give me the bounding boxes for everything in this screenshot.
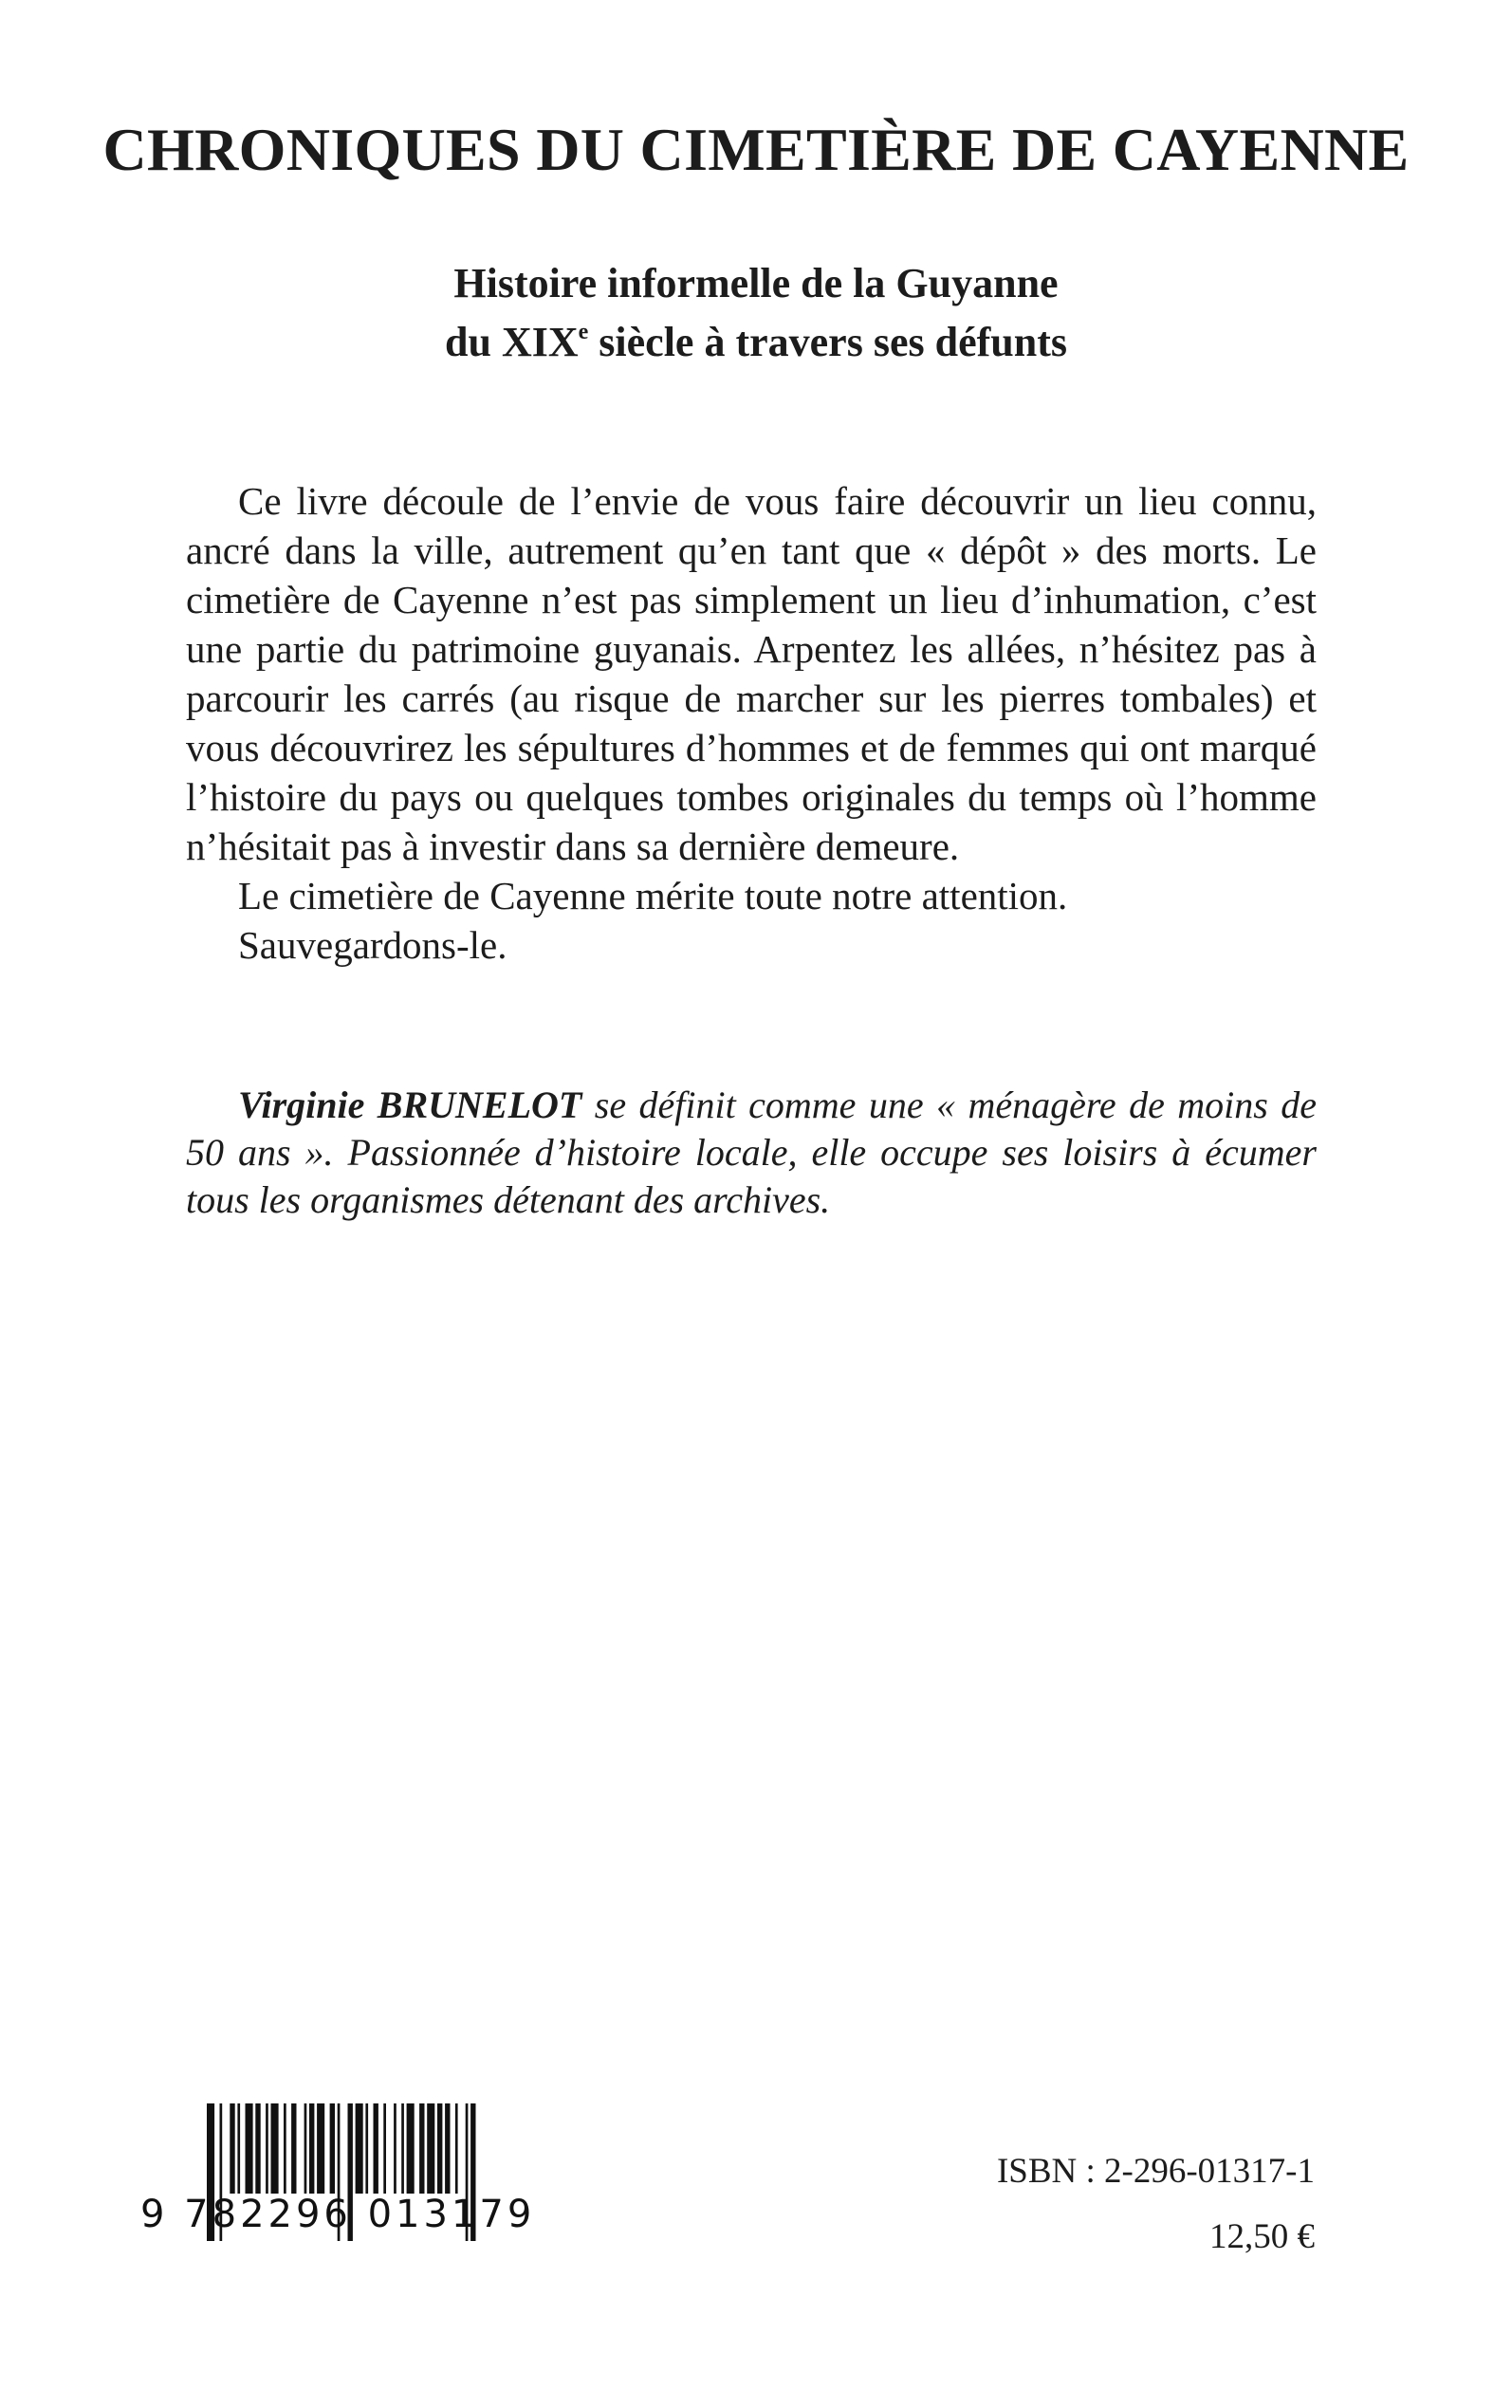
blurb bbox=[186, 476, 1317, 970]
barcode-bar bbox=[419, 2103, 424, 2194]
barcode-bar bbox=[266, 2103, 268, 2194]
barcode-bar bbox=[383, 2103, 386, 2194]
barcode-bar bbox=[309, 2103, 314, 2194]
barcode-bar bbox=[407, 2103, 415, 2194]
barcode-bar bbox=[356, 2103, 363, 2194]
barcode-number: 9 782296 013179 bbox=[140, 2193, 536, 2236]
barcode-bar bbox=[365, 2103, 368, 2194]
barcode-bar bbox=[317, 2103, 324, 2194]
barcode-bar bbox=[291, 2103, 296, 2194]
barcode-bar bbox=[437, 2103, 442, 2194]
subtitle-line-2 bbox=[0, 313, 1512, 372]
book-title: CHRONIQUES DU CIMETIÈRE DE CAYENNE bbox=[102, 116, 1410, 183]
subtitle-superscript: e bbox=[578, 320, 589, 344]
barcode-bar bbox=[445, 2103, 450, 2194]
blurb-paragraph: Ce livre découle de l’envie de vous faire découvrir un lieu connu, ancré dans la ville, autrement qu’en tant que « dépôt » des morts. Le cimetière de Cayenne n’est pas simplement un lieu d’inhumation, c’est une partie du patrimoine guyanais. Arpentez les allées, n’hésitez pas à parcourir les carrés (au risque de marcher sur les pierres tombales) et vous découvrirez les sépultures d’hommes et de femmes qui ont marqué l’histoire du pays ou quelques tombes originales du temps où l’homme n’hésitait pas à investir dans sa dernière demeure. bbox=[186, 479, 1317, 868]
barcode-bar bbox=[455, 2103, 458, 2194]
barcode-bar bbox=[401, 2103, 404, 2194]
barcode-bar bbox=[394, 2103, 396, 2194]
subtitle-line-2-end: siècle à travers ses défunts bbox=[588, 319, 1067, 365]
barcode-bar bbox=[284, 2103, 286, 2194]
barcode-bar bbox=[330, 2103, 335, 2194]
author-name: Virginie BRUNELOT bbox=[238, 1084, 582, 1126]
barcode-bar bbox=[246, 2103, 253, 2194]
isbn: ISBN : 2-296-01317-1 bbox=[996, 2152, 1315, 2191]
blurb-paragraph: Le cimetière de Cayenne mérite toute notre attention. bbox=[238, 874, 1068, 917]
author-bio bbox=[186, 1082, 1317, 1224]
blurb-paragraph: Sauvegardons-le. bbox=[238, 923, 507, 967]
barcode-bar bbox=[230, 2103, 234, 2194]
subtitle-line-2-start: du XIX bbox=[445, 319, 579, 365]
price: 12,50 € bbox=[1209, 2217, 1315, 2256]
barcode-bar bbox=[271, 2103, 279, 2194]
book-subtitle bbox=[0, 254, 1512, 372]
barcode-bar bbox=[427, 2103, 434, 2194]
author-bio-text: se définit comme une « ménagère de moins de 50 ans ». Passionnée d’histoire locale, elle occupe ses loisirs à écumer tous les organismes détenant des archives. bbox=[186, 1084, 1317, 1221]
barcode-bar bbox=[237, 2103, 240, 2194]
barcode-bar bbox=[374, 2103, 378, 2194]
subtitle-line-1: Histoire informelle de la Guyanne bbox=[453, 260, 1059, 306]
barcode-bar bbox=[255, 2103, 260, 2194]
barcode-bar bbox=[304, 2103, 307, 2194]
